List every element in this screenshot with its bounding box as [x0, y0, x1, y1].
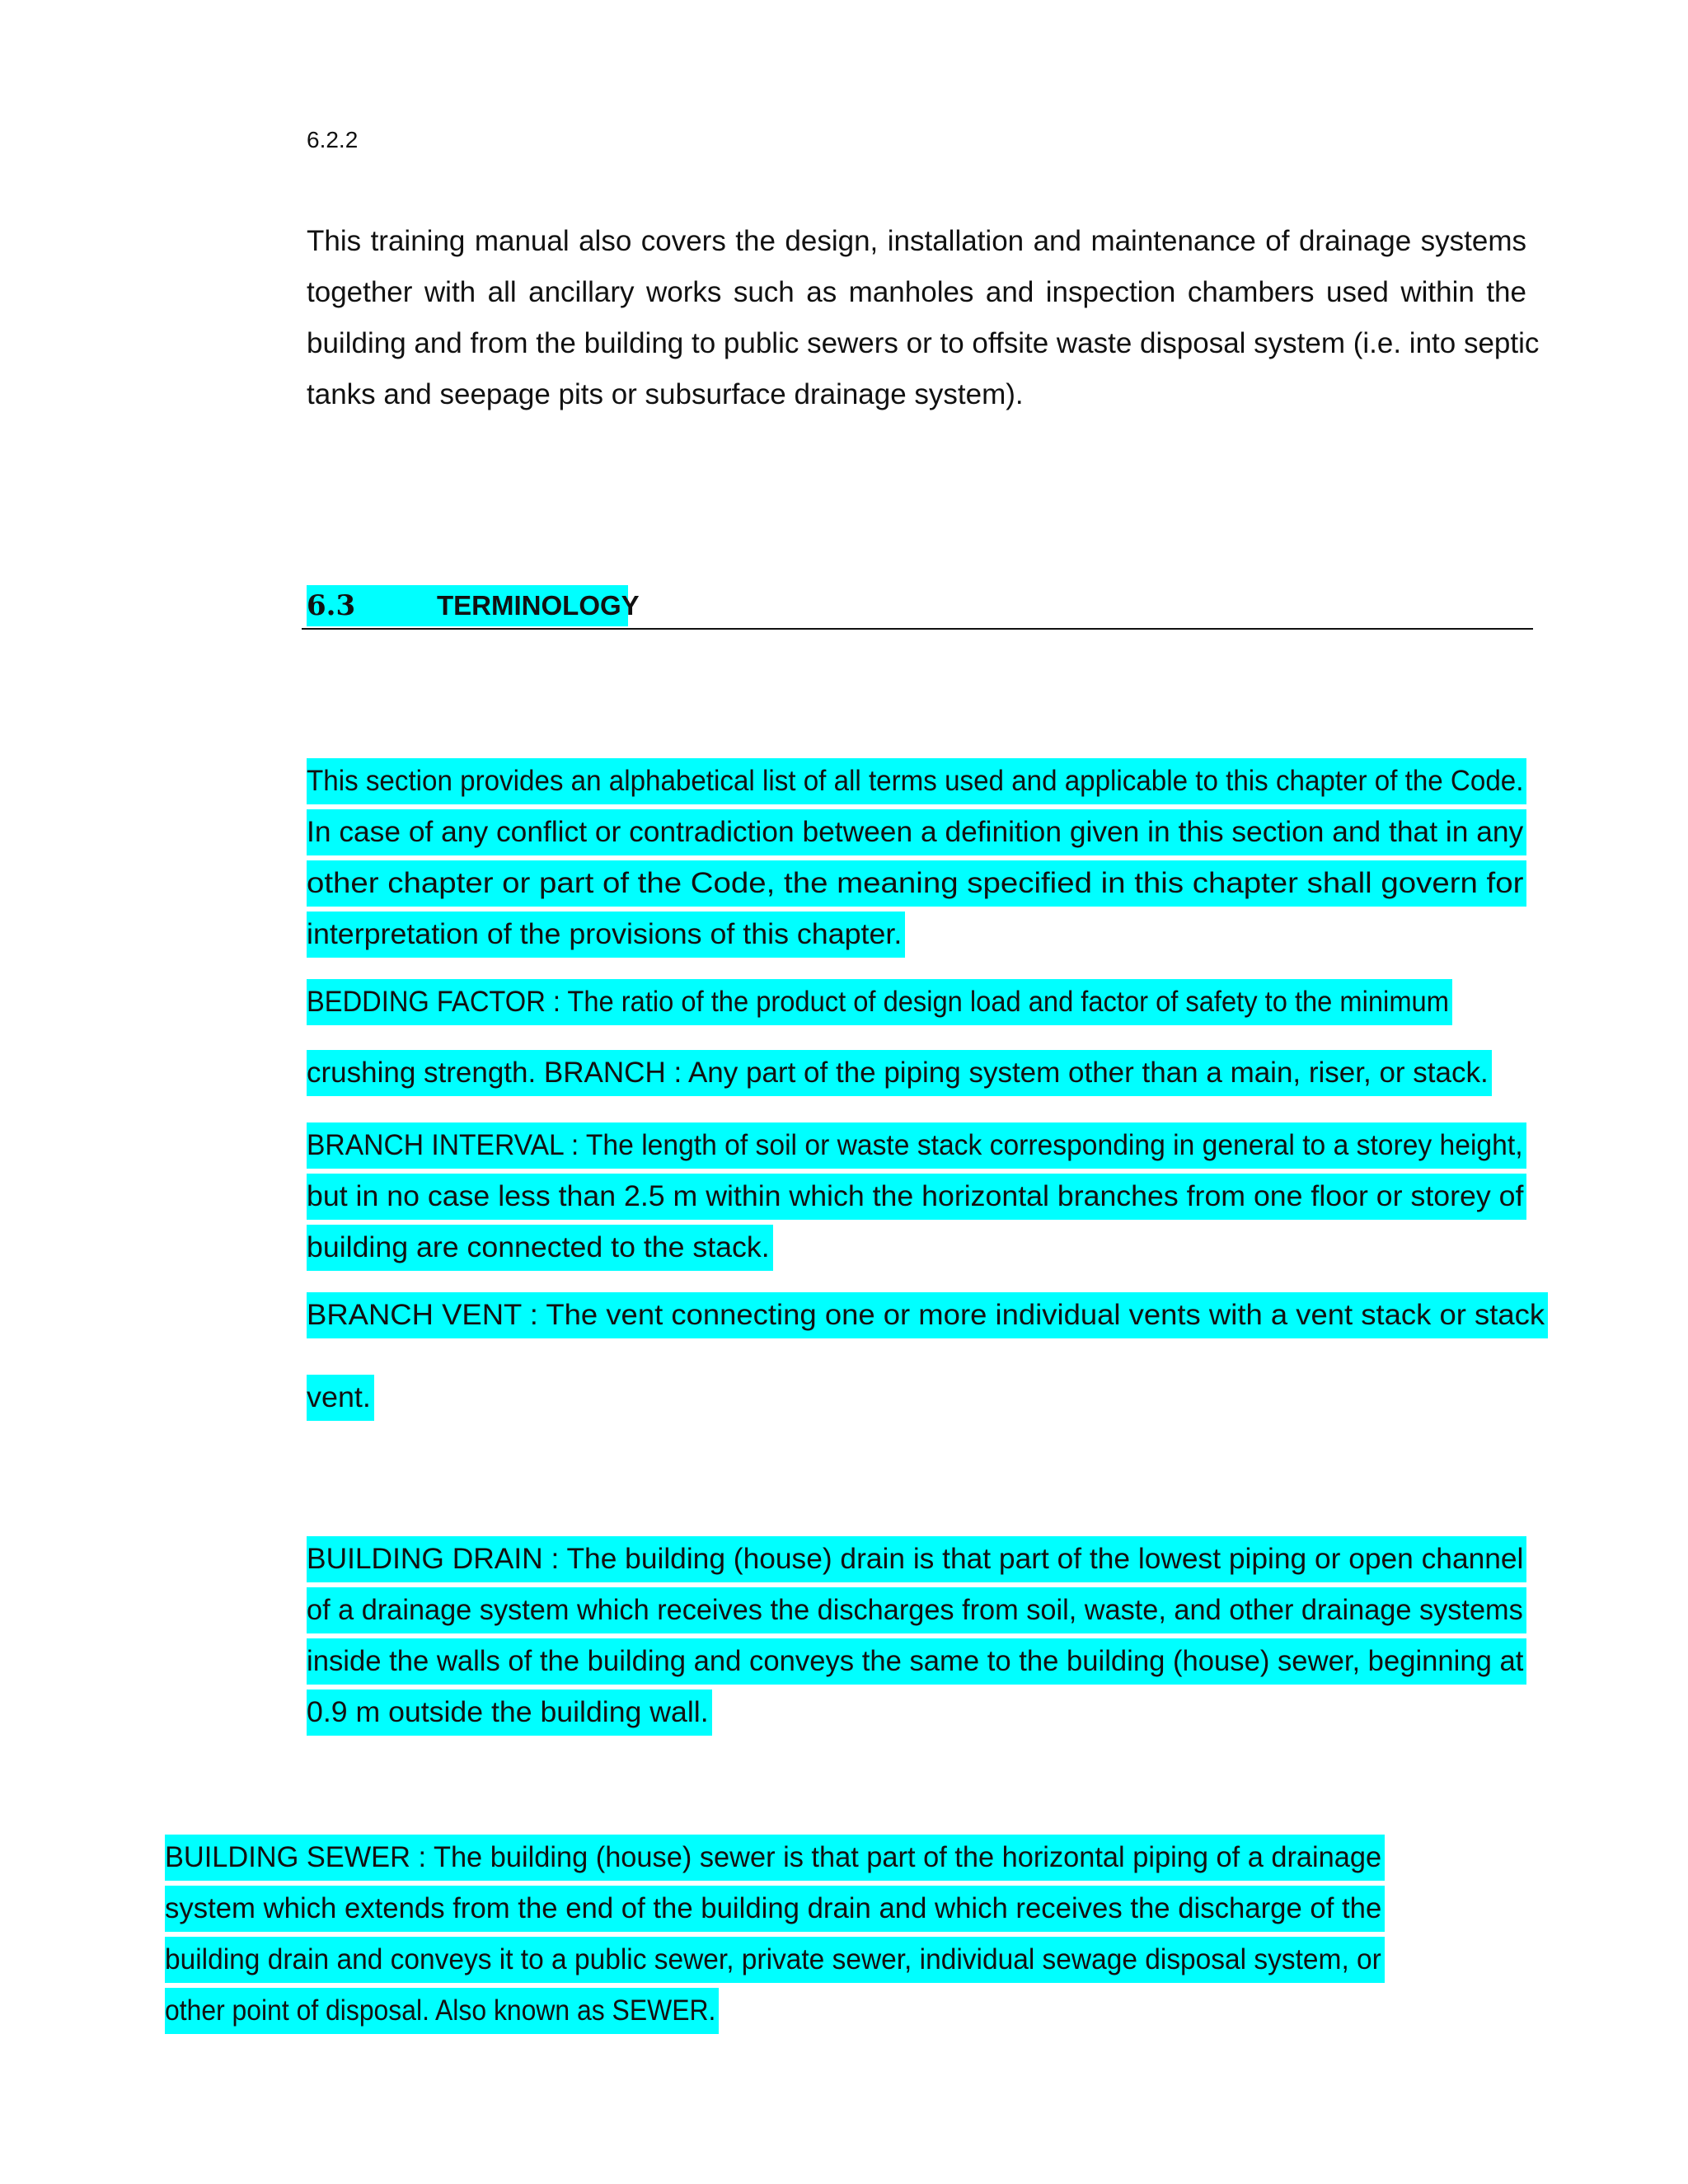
definition-building-sewer: BUILDING SEWER : The building (house) sewer is that part of the horizontal piping of a drainage [165, 1835, 1385, 1881]
definition-branch-vent: BRANCH VENT : The vent connecting one or more individual vents with a vent stack or stack [307, 1292, 1548, 1338]
definition-building-sewer: system which extends from the end of the building drain and which receives the discharge of the [165, 1886, 1385, 1932]
definition-branch-interval: building are connected to the stack. [307, 1225, 773, 1271]
definition-branch: crushing strength. BRANCH : Any part of the piping system other than a main, riser, or stack. [307, 1050, 1492, 1096]
section-number: 6.2.2 [307, 127, 359, 152]
definition-branch-vent: vent. [307, 1375, 374, 1421]
scope-line: This training manual also covers the design, installation and maintenance of drainage systems [307, 225, 1526, 257]
intro-line: This section provides an alphabetical list of all terms used and applicable to this chapter of the Code. [307, 758, 1526, 804]
heading-underline [302, 628, 1533, 630]
definition-building-drain: inside the walls of the building and conveys the same to the building (house) sewer, beginning at [307, 1638, 1526, 1685]
scope-line: together with all ancillary works such as manholes and inspection chambers used within the [307, 276, 1526, 308]
definition-building-sewer: other point of disposal. Also known as SEWER. [165, 1988, 719, 2034]
definition-building-drain: BUILDING DRAIN : The building (house) drain is that part of the lowest piping or open channel [307, 1536, 1526, 1582]
definition-building-drain: of a drainage system which receives the discharges from soil, waste, and other drainage systems [307, 1587, 1526, 1633]
definition-branch-interval: BRANCH INTERVAL : The length of soil or waste stack corresponding in general to a storey height, [307, 1122, 1526, 1169]
intro-line: In case of any conflict or contradiction between a definition given in this section and that in any [307, 809, 1526, 855]
definition-bedding-factor: BEDDING FACTOR : The ratio of the product of design load and factor of safety to the minimum [307, 979, 1452, 1025]
heading-title: TERMINOLOGY [437, 590, 640, 621]
definition-branch-interval: but in no case less than 2.5 m within which the horizontal branches from one floor or storey of [307, 1174, 1526, 1220]
intro-line: other chapter or part of the Code, the meaning specified in this chapter shall govern for [307, 860, 1526, 907]
definition-building-sewer: building drain and conveys it to a public sewer, private sewer, individual sewage disposal system, or [165, 1937, 1385, 1983]
scope-line: tanks and seepage pits or subsurface drainage system). [307, 378, 1024, 410]
scope-line: building and from the building to public sewers or to offsite waste disposal system (i.e. into septic [307, 327, 1540, 359]
heading-number: 6.3 [307, 589, 356, 622]
intro-line: interpretation of the provisions of this chapter. [307, 912, 905, 958]
definition-building-drain: 0.9 m outside the building wall. [307, 1690, 712, 1736]
